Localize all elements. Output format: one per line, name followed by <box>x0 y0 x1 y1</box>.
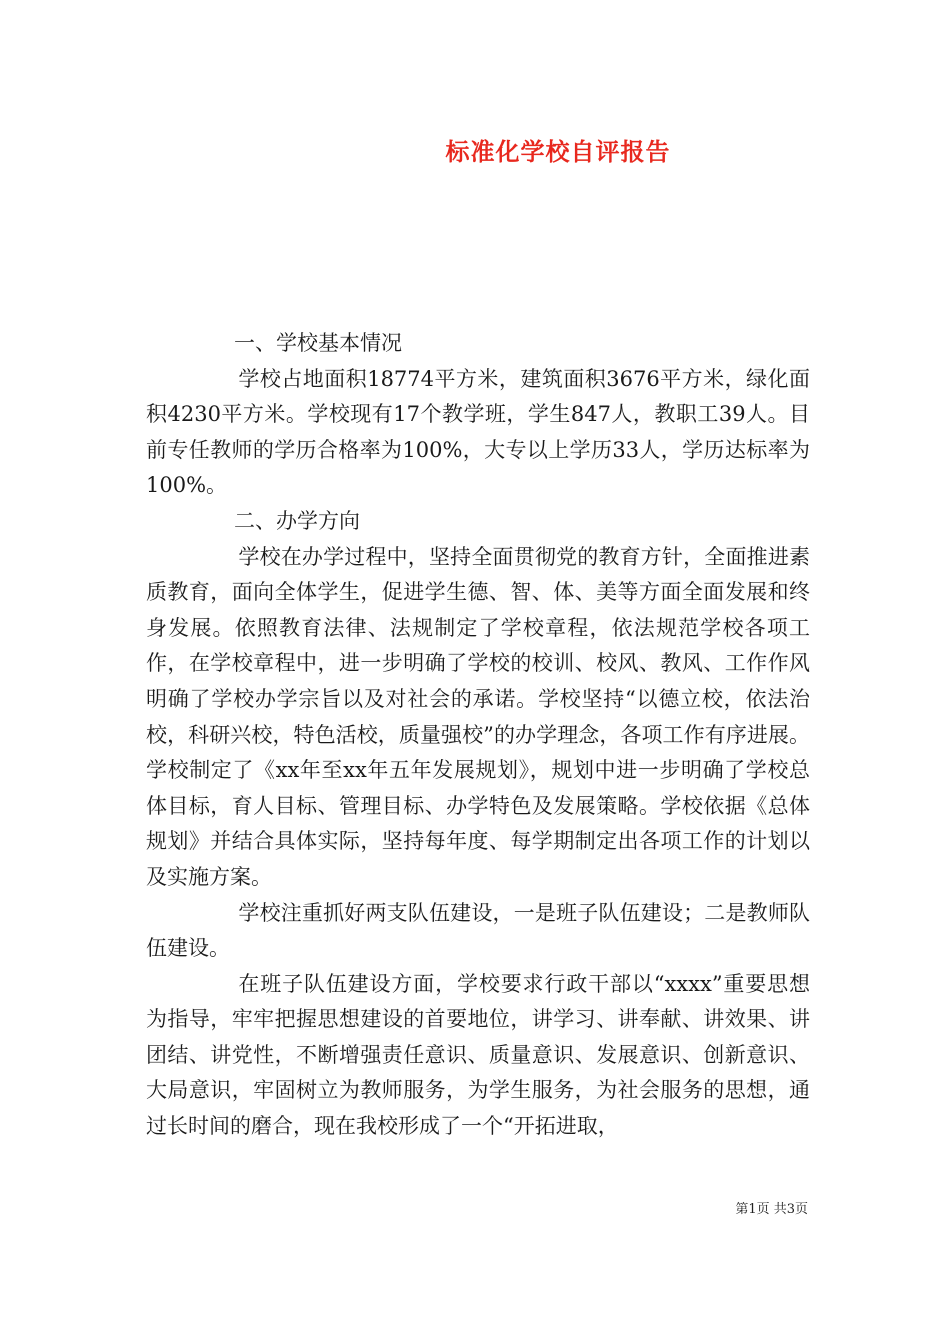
section-heading-basic-info: 一、学校基本情况 <box>234 331 402 355</box>
paragraph-direction-2: 学校注重抓好两支队伍建设，一是班子队伍建设；二是教师队伍建设。 <box>146 900 810 961</box>
paragraph-direction-1: 学校在办学过程中，坚持全面贯彻党的教育方针，全面推进素质教育，面向全体学生，促进学生德、智、体、美等方面全面发展和终身发展。依照教育法律、法规制定了学校章程，依法规范学校各项工作，在学校章程中，进一步明确了学校的校训、校风、教风、工作作风明确了学校办学宗旨以及对社会的承诺。学校坚持“以德立校，依法治校，科研兴校，特色活校，质量强校”的办学理念，各项工作有序进展。学校制定了《xx年至xx年五年发展规划》，规划中进一步明确了学校总体目标，育人目标、管理目标、办学特色及发展策略。学校依据《总体规划》并结合具体实际，坚持每年度、每学期制定出各项工作的计划以及实施方案。 <box>146 544 810 889</box>
paragraph-basic-info: 学校占地面积18774平方米，建筑面积3676平方米，绿化面积4230平方米。学校现有17个教学班，学生847人，教职工39人。目前专任教师的学历合格率为100%，大专以上学历33人，学历达标率为100%。 <box>146 366 810 498</box>
document-body <box>146 326 810 1145</box>
page-number-footer: 第1页 共3页 <box>735 1202 808 1217</box>
section-heading-direction: 二、办学方向 <box>234 508 360 533</box>
paragraph-direction-3: 在班子队伍建设方面，学校要求行政干部以“xxxx”重要思想为指导，牢牢把握思想建设的首要地位，讲学习、讲奉献、讲效果、讲团结、讲党性，不断增强责任意识、质量意识、发展意识、创新意识、大局意识，牢固树立为教师服务，为学生服务，为社会服务的思想，通过长时间的磨合，现在我校形成了一个“开拓进取， <box>146 971 810 1139</box>
document-title: 标准化学校自评报告 <box>445 138 671 166</box>
